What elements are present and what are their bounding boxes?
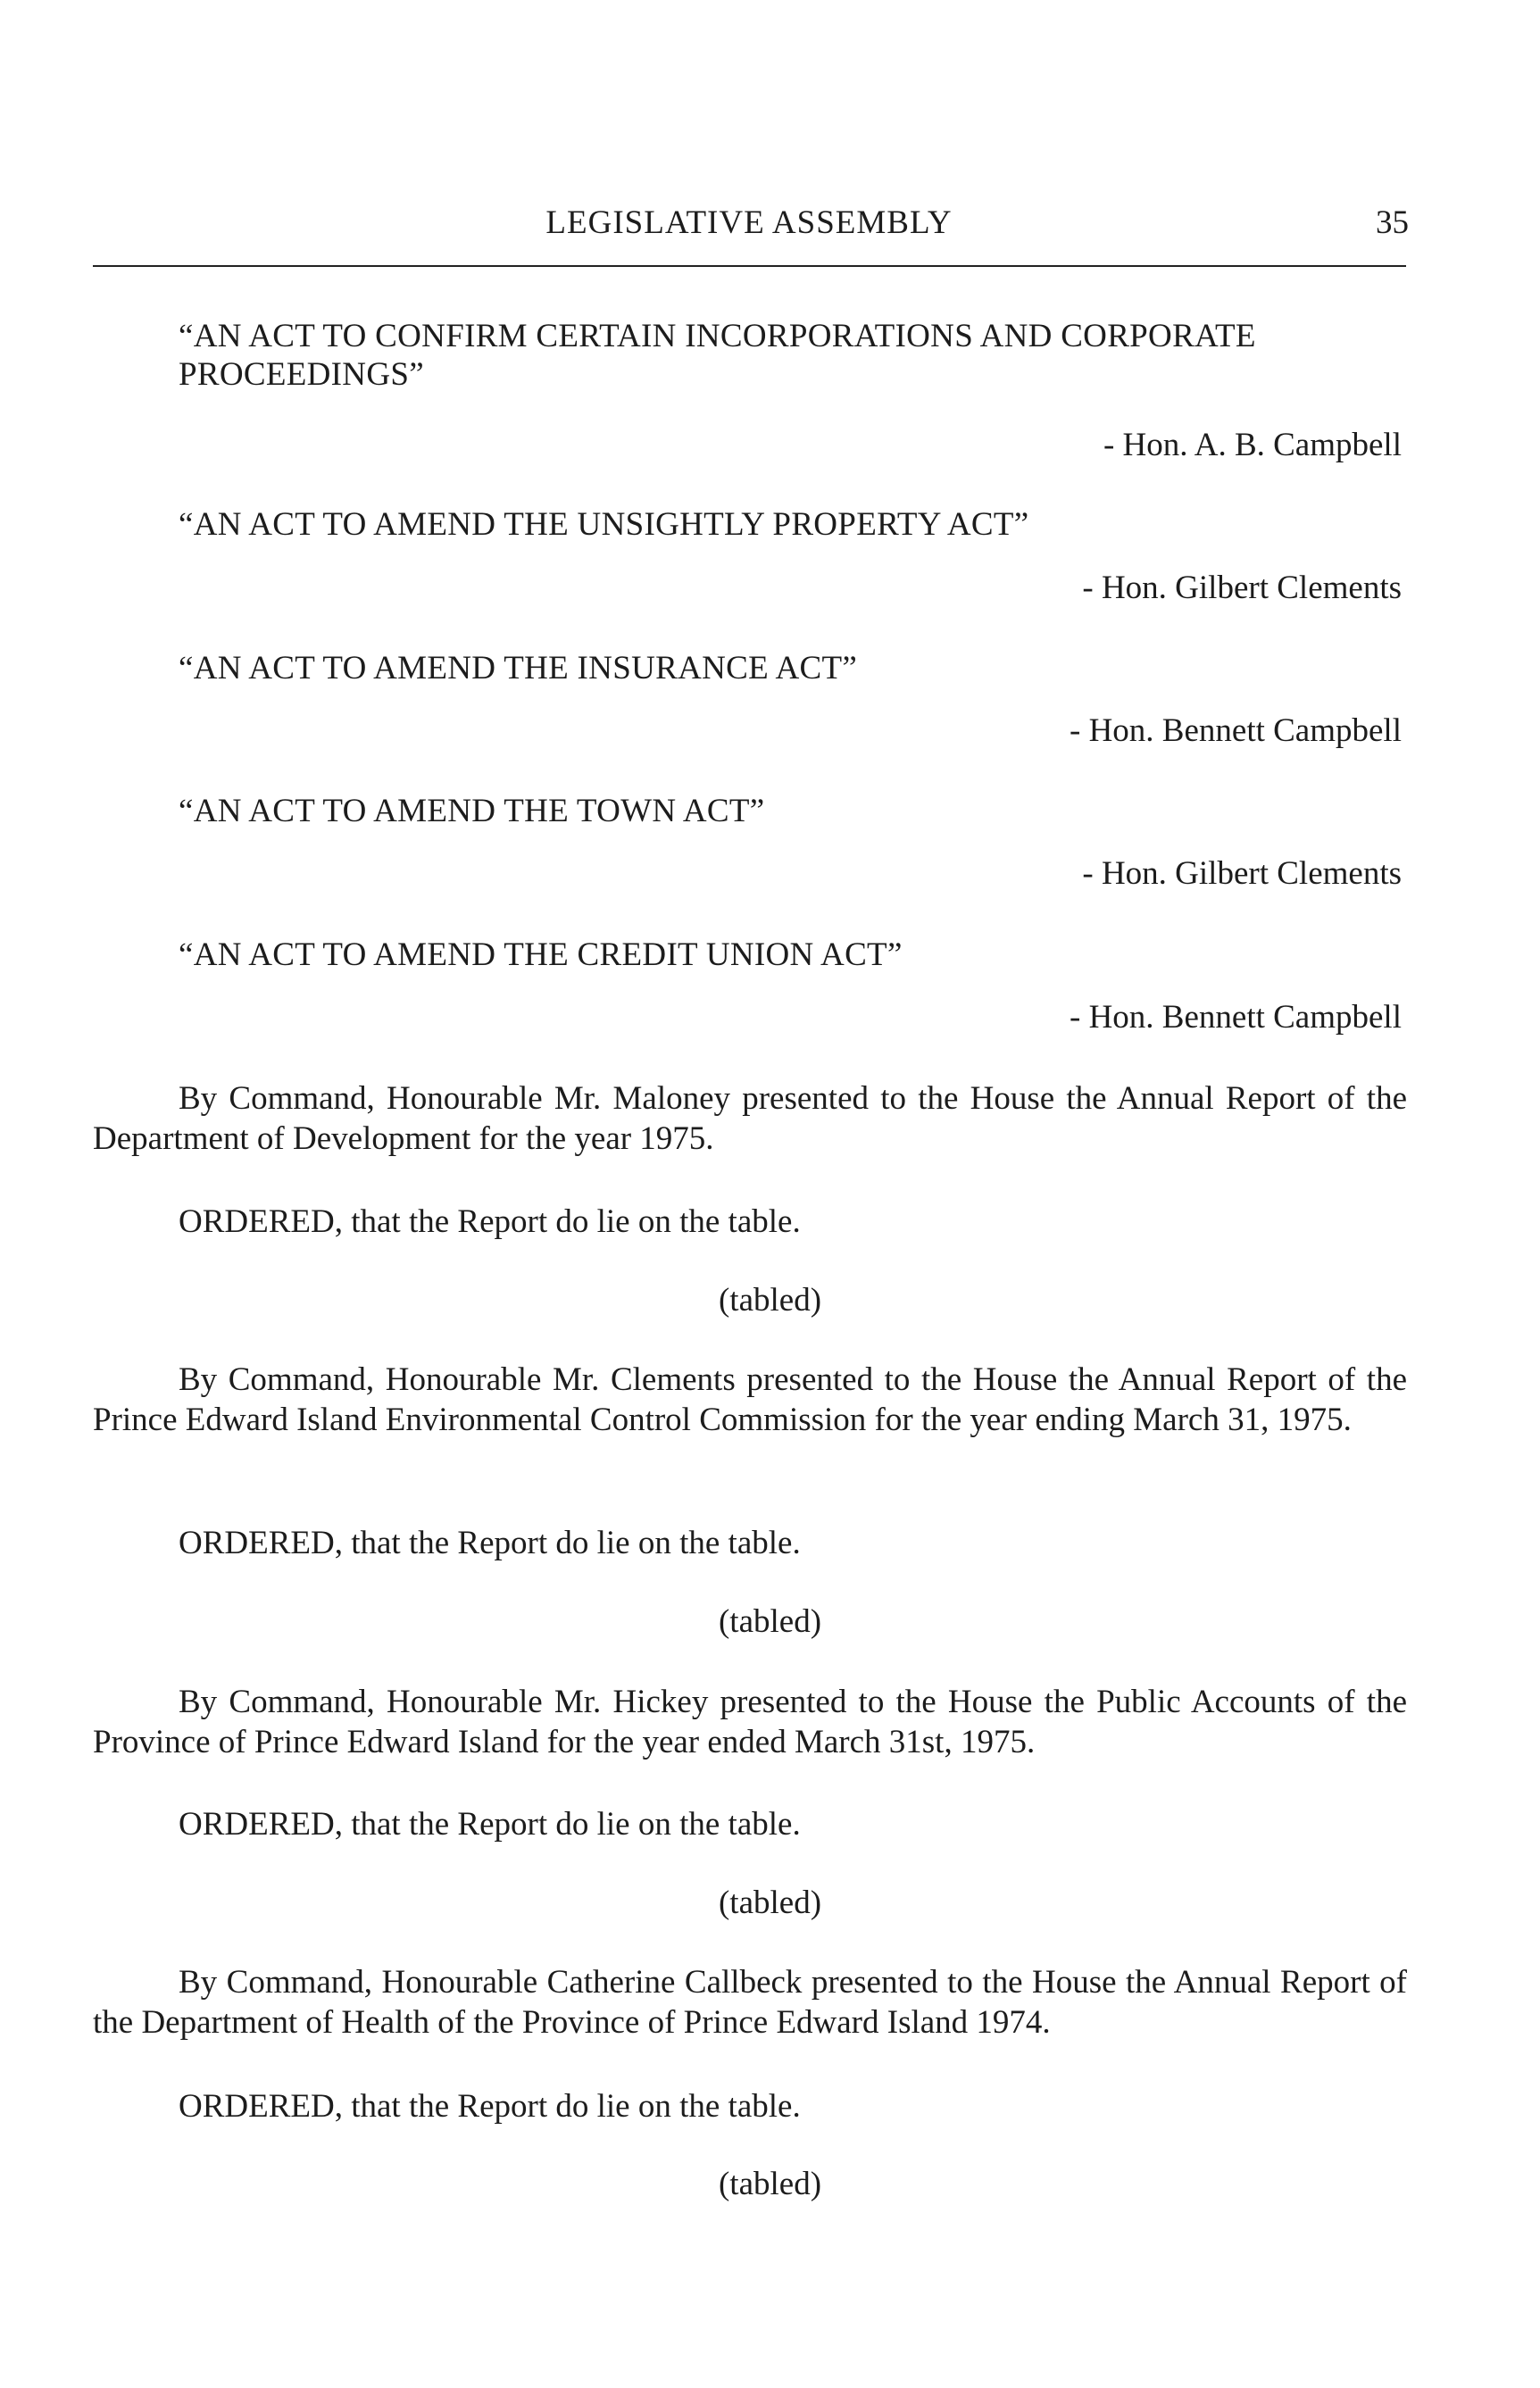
act-sponsor: - Hon. Bennett Campbell: [1070, 999, 1402, 1036]
page-number: 35: [1376, 204, 1409, 241]
act-sponsor: - Hon. Gilbert Clements: [1082, 570, 1402, 606]
act-sponsor: - Hon. Bennett Campbell: [1070, 712, 1402, 749]
tabled-note: (tabled): [718, 1282, 822, 1319]
ordered-line: ORDERED, that the Report do lie on the table.: [179, 2088, 801, 2125]
report-paragraph: By Command, Honourable Mr. Hickey presented to the House the Public Accounts of the Province of Prince Edward Island for the year ended March 31st, 1975.: [93, 1684, 1407, 1760]
tabled-note: (tabled): [718, 1603, 822, 1640]
tabled-note: (tabled): [718, 2166, 822, 2202]
act-title: “AN ACT TO AMEND THE UNSIGHTLY PROPERTY ACT”: [179, 506, 1029, 543]
running-title: LEGISLATIVE ASSEMBLY: [545, 204, 953, 241]
report-paragraph: By Command, Honourable Mr. Maloney presented to the House the Annual Report of the Department of Development for the year 1975.: [93, 1080, 1407, 1157]
ordered-line: ORDERED, that the Report do lie on the table.: [179, 1806, 801, 1843]
ordered-line: ORDERED, that the Report do lie on the table.: [179, 1203, 801, 1240]
act-sponsor: - Hon. Gilbert Clements: [1082, 855, 1402, 892]
act-title: “AN ACT TO AMEND THE INSURANCE ACT”: [179, 650, 858, 686]
act-title: “AN ACT TO AMEND THE CREDIT UNION ACT”: [179, 936, 903, 973]
report-paragraph: By Command, Honourable Mr. Clements presented to the House the Annual Report of the Prince Edward Island Environmental Control Commission for the year ending March 31, 1975.: [93, 1361, 1407, 1438]
act-title: “AN ACT TO AMEND THE TOWN ACT”: [179, 793, 765, 829]
ordered-line: ORDERED, that the Report do lie on the table.: [179, 1525, 801, 1561]
act-title: “AN ACT TO CONFIRM CERTAIN INCORPORATIONS AND CORPORATE PROCEEDINGS”: [179, 318, 1256, 393]
tabled-note: (tabled): [718, 1885, 822, 1921]
report-paragraph: By Command, Honourable Catherine Callbeck presented to the House the Annual Report of the Department of Health of the Province of Prince Edward Island 1974.: [93, 1964, 1407, 2041]
running-head: [93, 204, 1409, 257]
act-sponsor: - Hon. A. B. Campbell: [1103, 427, 1402, 463]
header-rule: [93, 265, 1406, 267]
